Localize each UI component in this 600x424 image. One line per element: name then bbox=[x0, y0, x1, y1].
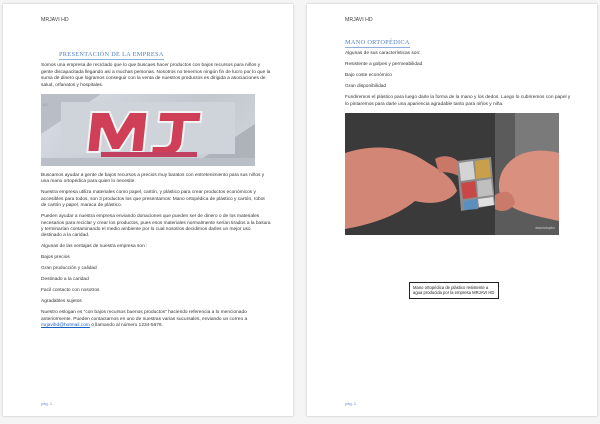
photo-credit: www.tutsplus bbox=[535, 226, 555, 231]
list-item: Bajos precios bbox=[41, 255, 70, 261]
page-body bbox=[345, 40, 575, 235]
list-item: Facil contacto con nosotros bbox=[41, 288, 100, 294]
list-item: Agradables sujetos bbox=[41, 299, 82, 305]
list-item: Gran producción y calidad bbox=[41, 266, 97, 272]
svg-text:MJ: MJ bbox=[43, 102, 49, 108]
closing-text-end: o llamando al número 1234-5678. bbox=[89, 323, 163, 329]
list-item: Destinado a la caridad bbox=[41, 277, 89, 283]
paragraph: Buscamos ayudar a gente de bajos recursos a precios muy baratos con entretenimiento para sus niños y una mano ortopédica para quien lo necesite. bbox=[41, 173, 265, 185]
section-title: MANO ORTOPÉDICA bbox=[345, 40, 410, 48]
feature-item: Bajo coste económico bbox=[345, 73, 392, 79]
closing-paragraph bbox=[41, 310, 271, 329]
feature-item: Gran disponibilidad bbox=[345, 84, 387, 90]
closing-text: Nuestro eslogan es "con bajos recursos buenos productos" haciendo referencia a lo mencionado anteriormente. Pueden contactarnos en uno de nuestras varias sucursales, enviando un correo a bbox=[41, 310, 248, 322]
page-header: MRJAVI HD bbox=[41, 17, 69, 23]
subtitle: Algunas de sus características son: bbox=[345, 51, 421, 57]
paragraph: Pueden ayudar a nuestra empresa enviando donaciones que pueden ser de dinero o de los materiales necesarios para reciclar y crear los productos, pues esos materiales normalmente serían tirados a la basura y terminarían contaminando el medio ambiente por lo cual nosotros decidimos darles un mejor uso destinado a la caridad. bbox=[41, 214, 271, 239]
page-footer: pág. 1 bbox=[41, 401, 53, 406]
company-logo-image bbox=[41, 94, 255, 166]
page-header: MRJAVI HD bbox=[345, 17, 373, 23]
intro-paragraph: Somos una empresa de reciclado que lo que buscaes hacer productos con bajos recursos para niños y gente discapacitada llegando asi a muchas personas. Nosotros no tenemos ningún fin de lucro por lo que la suma de dinero que logramos conseguir con la venta de nuestros productos es dirigida a asociaciones de salud, orfanatos y hospitales. bbox=[41, 63, 271, 88]
orthopedic-hand-photo bbox=[345, 113, 559, 235]
paragraph: Nuestra empresa utiliza materiales como papel, cartón, y plástico para crear productos económicos y accesibles para todos, son 3 productos los que presentamos: Mano ortopédica de plástico y cartón, robot de cartón y papel, maraca de plástico. bbox=[41, 190, 265, 209]
document-page-2 bbox=[307, 4, 597, 416]
document-page-1 bbox=[3, 4, 293, 416]
page-body bbox=[41, 52, 271, 334]
description-paragraph: Fundiremos el plástico para luego darle la forma de la mano y los dedos. Luego lo cubriremos con papel y lo pintaremos para darle una apariencia agradable tanto para niños y niña. bbox=[345, 95, 571, 107]
paragraph: Algunas de las ventajas de nuestra empresa son : bbox=[41, 244, 148, 250]
image-caption-box: Mano ortopédica de plástico resistente a agua producida por la empresa MRJAVI HD bbox=[409, 282, 499, 299]
email-link[interactable]: mrjavihd@hotmail.com bbox=[41, 323, 90, 329]
advantages-list bbox=[41, 255, 271, 305]
section-title: PRESENTACIÓN DE LA EMPRESA bbox=[59, 52, 164, 60]
page-footer: pág. 2 bbox=[345, 401, 357, 406]
feature-item: Resistente a golpes y permeabilidad bbox=[345, 62, 423, 68]
left-paragraphs bbox=[41, 173, 271, 251]
